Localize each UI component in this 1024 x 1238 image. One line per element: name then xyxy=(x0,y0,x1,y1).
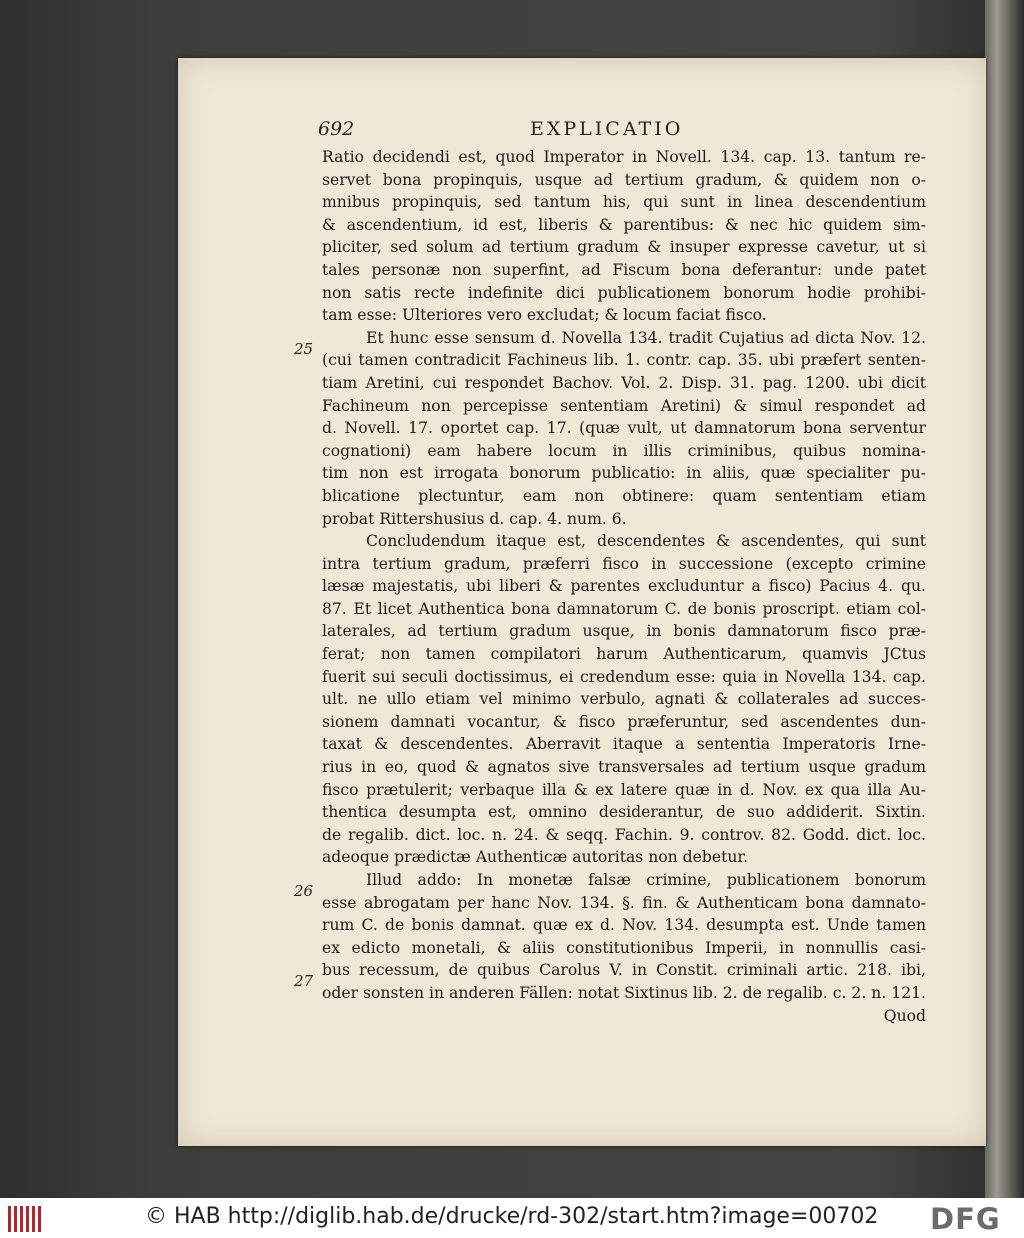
text-line: oder sonsten in anderen Fällen: notat Sixtinus lib. 2. de regalib. c. 2. n. 121. xyxy=(322,983,926,1002)
text-line: ult. ne ullo etiam vel minimo verbulo, agnati & collaterales ad succes- xyxy=(322,690,926,709)
text-line: 87. Et licet Authentica bona damnatorum C. de bonis proscript. etiam col- xyxy=(322,599,926,618)
body-text xyxy=(322,146,926,1027)
text-line: rum C. de bonis damnat. quæ ex d. Nov. 134. desumpta est. Unde tamen xyxy=(322,916,926,935)
text-line: & ascendentium, id est, liberis & parentibus: & nec hic quidem sim- xyxy=(322,215,926,234)
text-line: tales personæ non superfint, ad Fiscum bona deferantur: unde patet xyxy=(322,260,926,279)
margin-number-27: 27 xyxy=(294,972,314,990)
text-line: tiam Aretini, cui respondet Bachov. Vol. 2. Disp. 31. pag. 1200. ubi dicit xyxy=(322,373,926,392)
text-line: Fachineum non percepisse sententiam Aretini) & simul respondet ad xyxy=(322,396,926,415)
text-line: esse abrogatam per hanc Nov. 134. §. fin. & Authenticam bona damnato- xyxy=(322,893,926,912)
text-line: ex edicto monetali, & aliis constitutionibus Imperii, in nonnullis casi- xyxy=(322,938,926,957)
text-line: intra tertium gradum, præferri fisco in successione (excepto crimine xyxy=(322,554,926,573)
text-line: Illud addo: In monetæ falsæ crimine, publicationem bonorum xyxy=(366,871,926,889)
dfg-logo: DFG xyxy=(930,1202,1001,1236)
text-line: fuerit sui seculi doctissimus, ei credendum esse: quia in Novella 134. cap. xyxy=(322,667,926,686)
hab-logo-icon xyxy=(8,1206,44,1232)
text-line: Et hunc esse sensum d. Novella 134. tradit Cujatius ad dicta Nov. 12. xyxy=(366,328,926,347)
text-line: ferat; non tamen compilatori harum Authenticarum, quamvis JCtus xyxy=(322,645,926,664)
text-line: blicatione plectuntur, eam non obtinere: quam sententiam etiam xyxy=(322,486,926,505)
text-line: pliciter, sed solum ad tertium gradum & insuper expresse cavetur, ut si xyxy=(322,238,926,257)
text-line: d. Novell. 17. oportet cap. 17. (quæ vult, ut damnatorum bona serventur xyxy=(322,419,926,438)
catchword: Quod xyxy=(883,1006,926,1025)
text-line: (cui tamen contradicit Fachineus lib. 1. contr. cap. 35. ubi præfert senten- xyxy=(322,351,926,370)
text-line: tim non est irrogata bonorum publicatio: in aliis, quæ specialiter pu- xyxy=(322,464,926,483)
text-line: non satis recte indefinite dici publicationem bonorum hodie prohibi- xyxy=(322,283,926,302)
page-header xyxy=(318,118,918,148)
text-line: tam esse: Ulteriores vero excludat; & locum faciat fisco. xyxy=(322,306,767,325)
text-line: taxat & descendentes. Aberravit itaque a sententia Imperatoris Irne- xyxy=(322,735,926,754)
text-line: probat Rittershusius d. cap. 4. num. 6. xyxy=(322,509,627,528)
text-line: sionem damnati vocantur, & fisco præferuntur, sed ascendentes dun- xyxy=(322,712,926,731)
text-line: bus recessum, de quibus Carolus V. in Constit. criminali artic. 218. ibi, xyxy=(322,961,926,980)
text-line: Ratio decidendi est, quod Imperator in Novell. 134. cap. 13. tantum re- xyxy=(322,148,926,166)
text-line: de regalib. dict. loc. n. 24. & seqq. Fachin. 9. controv. 82. Godd. dict. loc. xyxy=(322,825,926,844)
book-spine xyxy=(985,0,1024,1198)
margin-number-26: 26 xyxy=(294,882,314,900)
text-line: laterales, ad tertium gradum usque, in bonis damnatorum fisco præ- xyxy=(322,622,926,641)
book-page xyxy=(178,58,986,1146)
text-line: rius in eo, quod & agnatos sive transversales ad tertium usque gradum xyxy=(322,758,926,777)
text-line: adeoque prædictæ Authenticæ autoritas non debetur. xyxy=(322,848,749,867)
text-line: fisco prætulerit; verbaque illa & ex latere quæ in d. Nov. ex qua illa Au- xyxy=(322,780,926,799)
running-title: EXPLICATIO xyxy=(530,118,684,140)
text-line: cognationi) eam habere locum in illis criminibus, quibus nomina- xyxy=(322,441,926,460)
text-line: læsæ majestatis, ubi liberi & parentes excluduntur a fisco) Pacius 4. qu. xyxy=(322,577,926,596)
text-line: servet bona propinquis, usque ad tertium gradum, & quidem non o- xyxy=(322,170,926,189)
text-line: mnibus propinquis, sed tantum his, qui sunt in linea descendentium xyxy=(322,193,926,212)
text-line: thentica desumpta est, omnino desiderantur, de suo addiderit. Sixtin. xyxy=(322,803,926,822)
attribution-link[interactable]: © HAB http://diglib.hab.de/drucke/rd-302/start.htm?image=00702 xyxy=(145,1204,879,1229)
text-line: Concludendum itaque est, descendentes & ascendentes, qui sunt xyxy=(366,532,926,551)
page-number: 692 xyxy=(318,118,355,140)
margin-number-25: 25 xyxy=(294,340,314,358)
viewer-footer xyxy=(0,1198,1024,1238)
